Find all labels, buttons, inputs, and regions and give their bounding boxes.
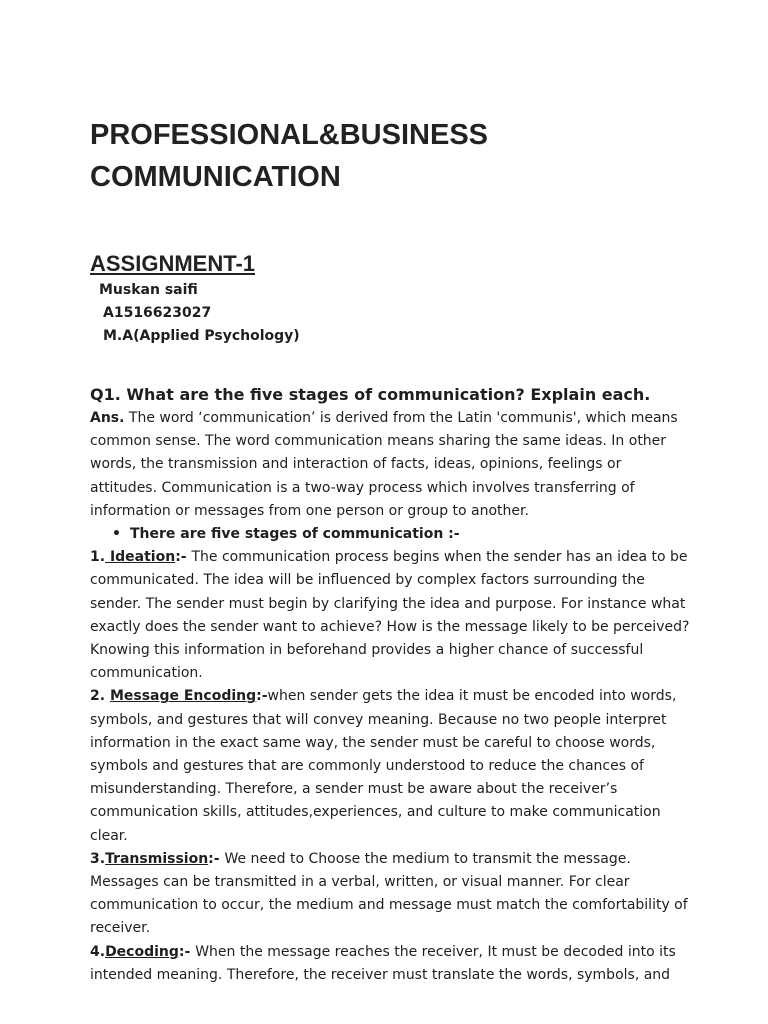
- stage-name: Ideation: [109, 549, 176, 566]
- stage-paragraph-decoding: [90, 941, 690, 987]
- stage-name: Decoding: [105, 943, 179, 960]
- title-line-1: PROFESSIONAL&BUSINESS: [90, 119, 488, 151]
- stage-name: Transmission: [105, 850, 209, 867]
- stage-number: 3.: [90, 850, 106, 867]
- stage-text: when sender gets the idea it must be encoded into words, symbols, and gestures that will convey meaning. Because no two people interpret information in the exact same way, the sender must be careful to choose words, symbols and gestures that are commonly understood to reduce the chances of misunderstanding. Therefore, a sender must be aware about the receiver’s communication skills, attitudes,experiences, and culture to make communication clear.: [90, 688, 677, 844]
- document-title: [90, 114, 488, 198]
- assignment-heading: ASSIGNMENT-1: [90, 251, 256, 276]
- bullet-item: [90, 523, 690, 546]
- student-name: Muskan saifi: [99, 282, 198, 298]
- answer-label: Ans.: [90, 410, 125, 426]
- bullet-icon: •: [112, 526, 121, 543]
- answer-text: The word ‘communication’ is derived from the Latin 'communis', which means common sense. The word communication means sharing the same ideas. In other words, the transmission and interaction of facts, ideas, opinions, feelings or attitudes. Communication is a two-way process which involves transferring of information or messages from one person or group to another.: [90, 410, 678, 519]
- stage-separator: :-: [256, 688, 268, 705]
- stage-number: 4.: [90, 943, 106, 960]
- stage-name: Message Encoding: [109, 688, 257, 705]
- stage-text: We need to Choose the medium to transmit the message. Messages can be transmitted in a verbal, written, or visual manner. For clear communication to occur, the medium and message must match the comfortability of receiver.: [90, 850, 688, 937]
- title-line-2: COMMUNICATION: [90, 161, 341, 193]
- stage-paragraph-encoding: [90, 685, 690, 847]
- stage-paragraph-transmission: [90, 848, 690, 941]
- stage-separator: :-: [175, 549, 192, 566]
- stage-paragraph-ideation: [90, 546, 690, 685]
- stage-separator: :-: [208, 850, 225, 867]
- stage-text: When the message reaches the receiver, It must be decoded into its intended meaning. Therefore, the receiver must translate the words, symbols, and: [90, 943, 676, 983]
- student-info: [90, 279, 300, 348]
- answer-body: [90, 383, 690, 987]
- bullet-text: There are five stages of communication :-: [130, 526, 460, 543]
- student-id: A1516623027: [103, 305, 212, 321]
- answer-paragraph: [90, 407, 690, 523]
- stage-number: 2.: [90, 688, 106, 705]
- stage-number: 1.: [90, 549, 106, 566]
- student-course: M.A(Applied Psychology): [103, 328, 300, 344]
- question-heading: Q1. What are the five stages of communication? Explain each.: [90, 385, 651, 404]
- stage-text: The communication process begins when the sender has an idea to be communicated. The idea will be influenced by complex factors surrounding the sender. The sender must begin by clarifying the idea and purpose. For instance what exactly does the sender want to achieve? How is the message likely to be perceived? Knowing this information in beforehand provides a higher chance of successful communication.: [90, 549, 690, 682]
- stage-separator: :-: [178, 943, 196, 960]
